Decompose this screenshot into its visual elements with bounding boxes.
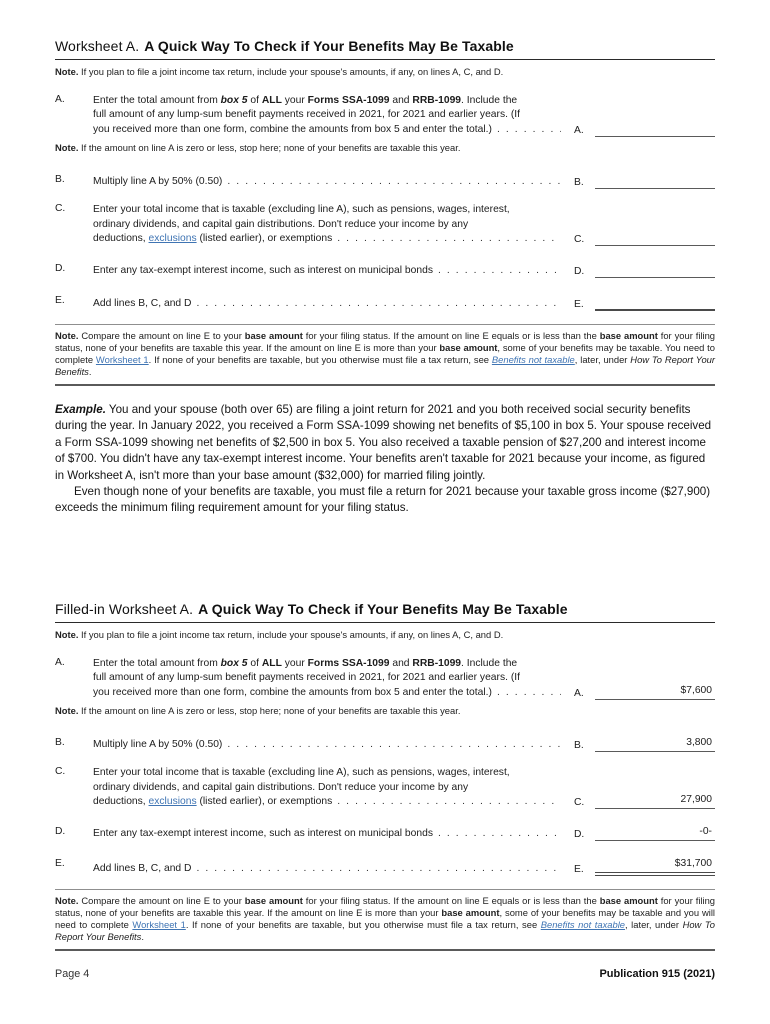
page-number: Page 4: [55, 968, 90, 980]
row-a-value: $7,600: [680, 685, 712, 697]
dot-leader: [497, 686, 561, 700]
inline-link[interactable]: Worksheet 1: [132, 918, 186, 930]
inline-link[interactable]: Worksheet 1: [95, 353, 149, 365]
dot-leader: [227, 175, 561, 189]
dot-leader: [438, 827, 561, 841]
row-text: Enter any tax-exempt interest income, such as interest on municipal bonds . . .: [93, 264, 561, 278]
row-letter: D.: [55, 263, 66, 275]
dot-leader: [337, 795, 561, 809]
worksheet-a-filled: [55, 601, 715, 951]
worksheet-title-prefix: Filled-in Worksheet A.: [55, 601, 194, 617]
row-letter: E.: [55, 295, 65, 307]
title-rule: [55, 59, 715, 60]
row-letter: E.: [55, 858, 65, 870]
worksheet-top-note: Note. If you plan to file a joint income tax return, include your spouse's amounts, if any, on lines A, C, and D.: [55, 66, 504, 77]
row-e-value: $31,700: [674, 858, 712, 870]
page-footer: [55, 968, 715, 980]
row-letter: B.: [55, 737, 65, 749]
row-letter: C.: [55, 766, 66, 778]
worksheet-row-c: [55, 203, 715, 246]
line-a-note: Note. If the amount on line A is zero or less, stop here; none of your benefits are taxable this year.: [55, 142, 461, 154]
row-text: Enter the total amount from box 5 of ALL your Forms SSA-1099 and RRB-1099. Include the full amount of any lump-sum benefit payments received in 2021, for 2021 and earlier years. (If you received more than one form, combine the amounts from box 5 and enter the total.) . . .: [93, 94, 561, 137]
worksheet-top-note: Note. If you plan to file a joint income tax return, include your spouse's amounts, if any, on lines A, C, and D.: [55, 629, 504, 640]
worksheet-row-b: [55, 174, 715, 189]
worksheet-end-rule: [55, 949, 715, 951]
row-letter-right: D.: [574, 266, 585, 278]
worksheet-row-b: [55, 737, 715, 752]
worksheet-row-a: [55, 657, 715, 700]
worksheet-body: [55, 94, 715, 311]
worksheet-title-main: A Quick Way To Check if Your Benefits May Be Taxable: [144, 38, 514, 54]
worksheet-row-e: [55, 858, 715, 876]
inline-link[interactable]: exclusions: [148, 796, 197, 808]
row-letter: D.: [55, 826, 66, 838]
example-section: [55, 402, 715, 517]
row-letter-right: C.: [574, 797, 585, 809]
row-letter-right: E.: [574, 299, 584, 311]
worksheet-title-main: A Quick Way To Check if Your Benefits May Be Taxable: [198, 601, 568, 617]
worksheet-row-d: [55, 263, 715, 278]
row-b-value: 3,800: [686, 737, 712, 749]
row-c-amount-line: [595, 794, 715, 809]
worksheet-row-a: [55, 94, 715, 137]
row-letter: C.: [55, 203, 66, 215]
row-text: Enter the total amount from box 5 of ALL your Forms SSA-1099 and RRB-1099. Include the full amount of any lump-sum benefit payments received in 2021, for 2021 and earlier years. (If you received more than one form, combine the amounts from box 5 and enter the total.) . . .: [93, 657, 561, 700]
row-a-amount-line: [595, 685, 715, 700]
row-letter: A.: [55, 657, 65, 668]
inline-link[interactable]: exclusions: [148, 233, 197, 245]
row-text: Add lines B, C, and D . . .: [93, 862, 561, 876]
row-b-amount-line: [595, 737, 715, 752]
dot-leader: [227, 738, 561, 752]
row-letter: B.: [55, 174, 65, 186]
row-letter-right: D.: [574, 829, 585, 841]
line-a-note: Note. If the amount on line A is zero or less, stop here; none of your benefits are taxable this year.: [55, 705, 461, 717]
inline-link[interactable]: Benefits not taxable: [540, 918, 625, 930]
row-letter-right: A.: [574, 125, 584, 137]
row-text: Multiply line A by 50% (0.50) . . .: [93, 738, 561, 752]
worksheet-row-d: [55, 826, 715, 841]
worksheet-bottom-note: Note. Compare the amount on line E to your base amount for your filing status. If the amount on line E equals or is less than the base amount for your filing status, none of your benefits are taxable this year. If the amount on line E is more than your base amount, some of your benefits may be taxable and you will need to complete Worksheet 1. If none of your benefits are taxable, but you otherwise must file a tax return, see Benefits not taxable, later, under How To Report Your Benefits.: [55, 895, 716, 942]
row-letter-right: C.: [574, 234, 585, 246]
dot-leader: [196, 862, 561, 876]
row-letter-right: B.: [574, 177, 584, 189]
row-letter-right: E.: [574, 864, 584, 876]
row-d-amount-line: [595, 263, 715, 278]
title-rule: [55, 622, 715, 623]
worksheet-end-rule: [55, 384, 715, 386]
row-d-value: -0-: [699, 826, 712, 838]
dot-leader: [337, 232, 561, 246]
row-text: Add lines B, C, and D . . .: [93, 297, 561, 311]
dot-leader: [196, 297, 561, 311]
row-e-amount-line: [595, 295, 715, 311]
row-text: Multiply line A by 50% (0.50) . . .: [93, 175, 561, 189]
worksheet-title: [55, 601, 715, 617]
row-text: Enter any tax-exempt interest income, such as interest on municipal bonds . . .: [93, 827, 561, 841]
row-b-amount-line: [595, 174, 715, 189]
row-letter-right: B.: [574, 740, 584, 752]
row-d-amount-line: [595, 826, 715, 841]
worksheet-body: [55, 657, 715, 876]
worksheet-bottom-note: Note. Compare the amount on line E to your base amount for your filing status. If the amount on line E equals or is less than the base amount for your filing status, none of your benefits are taxable this year. If the amount on line E is more than your base amount, some of your benefits may be taxable. You need to complete Worksheet 1. If none of your benefits are taxable, but you otherwise must file a tax return, see Benefits not taxable, later, under How To Report Your Benefits.: [55, 330, 716, 377]
worksheet-a-blank: [55, 38, 715, 386]
publication-label: Publication 915 (2021): [599, 968, 715, 980]
row-c-amount-line: [595, 231, 715, 246]
worksheet-title: [55, 38, 715, 54]
worksheet-row-e: [55, 295, 715, 311]
worksheet-title-prefix: Worksheet A.: [55, 38, 140, 54]
row-c-value: 27,900: [680, 794, 712, 806]
dot-leader: [497, 123, 561, 137]
row-letter-right: A.: [574, 688, 584, 700]
row-e-amount-line: [595, 858, 715, 876]
row-text: Enter your total income that is taxable (excluding line A), such as pensions, wages, interest, ordinary dividends, and capital gain distributions. Don't reduce your income by any deductions, exclusions (listed earlier), or exemptions . . .: [93, 766, 561, 809]
inline-link[interactable]: Benefits not taxable: [491, 353, 575, 365]
row-text: Enter your total income that is taxable (excluding line A), such as pensions, wages, interest, ordinary dividends, and capital gain distributions. Don't reduce your income by any deductions, exclusions (listed earlier), or exemptions . . .: [93, 203, 561, 246]
example-paragraph-1: Example. You and your spouse (both over 65) are filing a joint return for 2021 and you both received social security benefits during the year. In January 2022, you received a Form SSA-1099 showing net benefits of $5,100 in box 5. Your spouse received a Form SSA-1099 showing net benefits of $2,500 in box 5. You also received a taxable pension of $27,200 and interest income of $700. You didn't have any tax-exempt interest income. Your benefits aren't taxable for 2021 because your income, as figured in Worksheet A, isn't more than your base amount ($32,000) for married filing jointly.: [55, 403, 712, 482]
dot-leader: [438, 264, 561, 278]
row-a-amount-line: [595, 122, 715, 137]
row-letter: A.: [55, 94, 65, 105]
worksheet-row-c: [55, 766, 715, 809]
example-paragraph-2: Even though none of your benefits are taxable, you must file a return for 2021 because your taxable gross income ($27,900) exceeds the minimum filing requirement amount for your filing status.: [55, 485, 711, 515]
